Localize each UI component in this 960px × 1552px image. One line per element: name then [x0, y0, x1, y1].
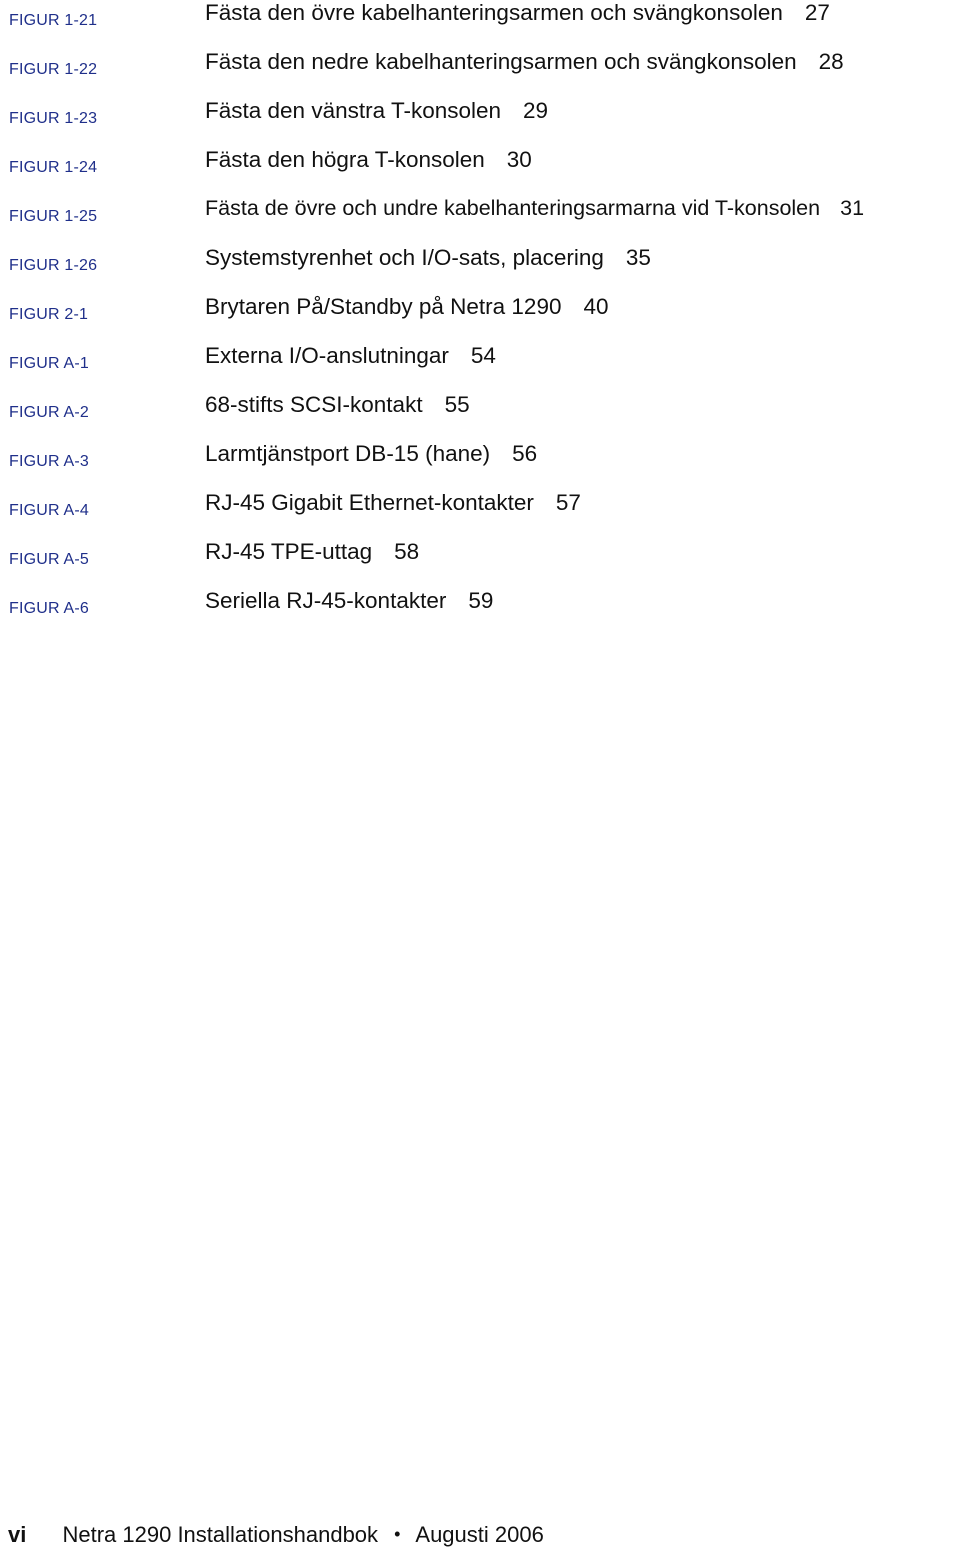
page-number: 31 [840, 196, 865, 220]
bullet-separator-icon: • [394, 1524, 401, 1544]
page-number: 30 [506, 147, 532, 172]
figure-entry [205, 49, 844, 75]
figure-number: FIGUR A-2 [9, 404, 90, 421]
figure-number: FIGUR A-1 [9, 355, 90, 372]
figure-number: FIGUR 1-26 [9, 257, 98, 274]
toc-row[interactable] [0, 490, 960, 530]
toc-row[interactable] [0, 343, 960, 383]
figure-entry [205, 294, 609, 320]
page-number: 35 [625, 245, 651, 270]
figure-title: Externa I/O-anslutningar [205, 343, 449, 368]
figure-title: Fästa de övre och undre kabelhanteringsarmarna vid T-konsolen [205, 196, 821, 220]
toc-row[interactable] [0, 441, 960, 481]
figure-entry [205, 441, 537, 467]
figure-entry [205, 392, 470, 418]
book-title: Netra 1290 Installationshandbok [62, 1522, 379, 1547]
figure-title: 68-stifts SCSI-kontakt [205, 392, 423, 417]
figure-entry [205, 245, 651, 271]
toc-row[interactable] [0, 147, 960, 187]
figure-entry [205, 588, 493, 614]
figure-number: FIGUR 1-22 [9, 61, 98, 78]
figure-title: RJ-45 Gigabit Ethernet-kontakter [205, 490, 534, 515]
figure-entry [205, 98, 548, 124]
figure-number: FIGUR A-4 [9, 502, 90, 519]
toc-row[interactable] [0, 98, 960, 138]
figure-number: FIGUR 1-25 [9, 208, 98, 225]
figure-title: Fästa den vänstra T-konsolen [205, 98, 502, 123]
figure-entry [205, 147, 532, 173]
figure-title: Systemstyrenhet och I/O-sats, placering [205, 245, 604, 270]
figure-number: FIGUR 1-24 [9, 159, 98, 176]
figure-entry [205, 539, 419, 565]
figure-entry [205, 0, 830, 26]
figure-entry [205, 196, 864, 221]
page-number: 57 [555, 490, 581, 515]
page-footer [8, 1522, 544, 1548]
toc-row[interactable] [0, 392, 960, 432]
figure-title: Larmtjänstport DB-15 (hane) [205, 441, 491, 466]
figure-number: FIGUR 1-21 [9, 12, 98, 29]
figure-number: FIGUR 2-1 [9, 306, 89, 323]
toc-row[interactable] [0, 49, 960, 89]
toc-row[interactable] [0, 294, 960, 334]
figure-title: RJ-45 TPE-uttag [205, 539, 373, 564]
page-number: 55 [444, 392, 470, 417]
toc-row[interactable] [0, 245, 960, 285]
figure-number: FIGUR A-5 [9, 551, 90, 568]
figure-title: Fästa den nedre kabelhanteringsarmen och svängkonsolen [205, 49, 797, 74]
toc-row[interactable] [0, 0, 960, 40]
page-number: 59 [468, 588, 494, 613]
page-number: 27 [804, 0, 830, 25]
figure-title: Fästa den högra T-konsolen [205, 147, 485, 172]
page-number: 56 [512, 441, 538, 466]
publication-date: Augusti 2006 [415, 1522, 544, 1547]
page-number: 58 [394, 539, 420, 564]
page-folio: vi [8, 1522, 27, 1547]
page-number: 28 [818, 49, 844, 74]
page-number: 29 [523, 98, 549, 123]
toc-row[interactable] [0, 539, 960, 579]
page-number: 54 [470, 343, 496, 368]
figure-entry [205, 343, 496, 369]
figure-title: Fästa den övre kabelhanteringsarmen och svängkonsolen [205, 0, 783, 25]
figure-entry [205, 490, 581, 516]
figure-title: Seriella RJ-45-kontakter [205, 588, 447, 613]
toc-row[interactable] [0, 588, 960, 628]
figure-title: Brytaren På/Standby på Netra 1290 [205, 294, 562, 319]
toc-row[interactable] [0, 196, 960, 236]
figure-number: FIGUR 1-23 [9, 110, 98, 127]
figure-number: FIGUR A-6 [9, 600, 90, 617]
page-number: 40 [583, 294, 609, 319]
figure-number: FIGUR A-3 [9, 453, 90, 470]
